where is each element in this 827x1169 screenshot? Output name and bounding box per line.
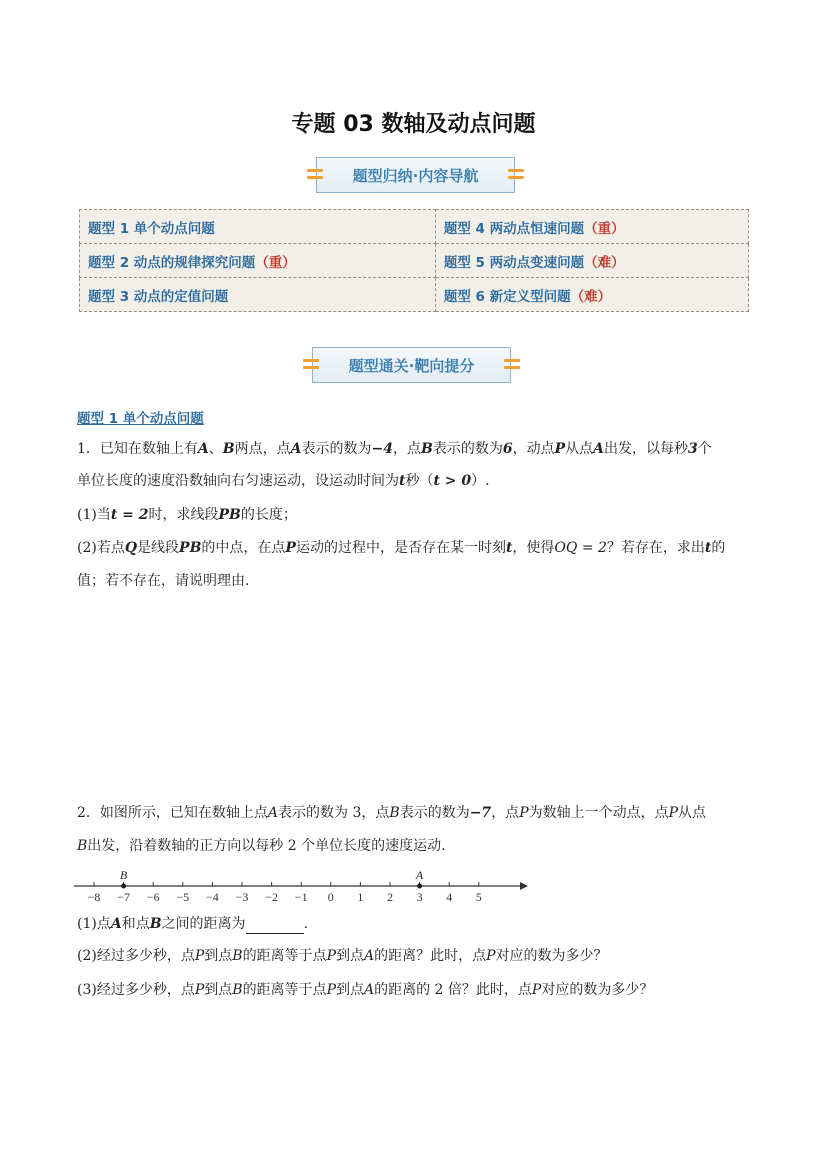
nav-item-topic3[interactable]: 题型 3 动点的定值问题 <box>80 278 436 312</box>
nav-banner <box>316 157 515 193</box>
q1-part2: (2)若点Q是线段PB的中点，在点P运动的过程中，是否存在某一时刻t，使得OQ = 2？若存在，求出t的 <box>77 540 726 556</box>
axis-tick-label: −3 <box>235 890 249 904</box>
axis-tick-label: 1 <box>357 890 364 904</box>
q1-part2-cont: 值；若不存在，请说明理由. <box>77 573 250 589</box>
nav-banner-label: 题型归纳·内容导航 <box>352 166 479 185</box>
q1-line2: 单位长度的速度沿数轴向右匀速运动，设运动时间为t秒（t > 0）. <box>77 473 490 489</box>
nav-item-topic1[interactable]: 题型 1 单个动点问题 <box>80 210 436 244</box>
axis-tick-label: −8 <box>87 890 101 904</box>
nav-item-topic5[interactable]: 题型 5 两动点变速问题（难） <box>435 244 748 278</box>
axis-tick-label: −6 <box>146 890 160 904</box>
q2-sub3: (3)经过多少秒，点P到点B的距离等于点P到点A的距离的 2 倍？此时，点P对应的数为多少？ <box>77 982 654 998</box>
page-title: 专题 03 数轴及动点问题 <box>291 112 536 137</box>
axis-tick-label: −5 <box>176 890 190 904</box>
point-a-label: A <box>415 868 424 882</box>
axis-tick-label: 0 <box>327 890 334 904</box>
answer-blank[interactable] <box>246 919 304 934</box>
topic-nav-table <box>79 209 749 312</box>
practice-banner-label: 题型通关·靶向提分 <box>348 356 475 375</box>
number-line <box>72 864 532 906</box>
point-b-dot <box>121 884 126 889</box>
axis-tick-label: 5 <box>475 890 482 904</box>
q1-part1: (1)当t = 2时，求线段PB的长度； <box>77 507 297 523</box>
axis-tick-label: −4 <box>206 890 219 904</box>
point-b-label: B <box>119 868 128 882</box>
banner-right-bar-icon <box>504 357 520 373</box>
axis-tick-label: 4 <box>446 890 453 904</box>
axis-tick-label: 2 <box>387 890 393 904</box>
q2-line2: B出发，沿着数轴的正方向以每秒 2 个单位长度的速度运动. <box>77 838 446 854</box>
nav-item-topic2[interactable]: 题型 2 动点的规律探究问题（重） <box>80 244 436 278</box>
section-heading: 题型 1 单个动点问题 <box>77 411 204 427</box>
axis-arrow-icon <box>520 882 528 890</box>
nav-item-topic6[interactable]: 题型 6 新定义型问题（难） <box>435 278 748 312</box>
axis-tick-label: −2 <box>265 890 278 904</box>
axis-tick-label: −1 <box>294 890 308 904</box>
axis-tick-label: −7 <box>117 890 130 904</box>
q2-sub2: (2)经过多少秒，点P到点B的距离等于点P到点A的距离？此时，点P对应的数为多少？ <box>77 948 608 964</box>
axis-tick-label: 3 <box>416 890 423 904</box>
banner-left-bar-icon <box>303 357 319 373</box>
nav-item-topic4[interactable]: 题型 4 两动点恒速问题（重） <box>435 210 748 244</box>
banner-right-bar-icon <box>508 167 524 183</box>
q2-line1: 2．如图所示，已知在数轴上点A表示的数为 3，点B表示的数为−7，点P为数轴上一个动点，点P从点 <box>77 805 707 821</box>
q2-sub1: (1)点A和点B之间的距离为 . <box>77 916 309 932</box>
practice-banner <box>312 347 511 383</box>
q1-line1: 1．已知在数轴上有A、B两点，点A表示的数为−4，点B表示的数为6，动点P从点A出发，以每秒3个 <box>77 441 712 457</box>
banner-left-bar-icon <box>307 167 323 183</box>
point-a-dot <box>417 884 422 889</box>
